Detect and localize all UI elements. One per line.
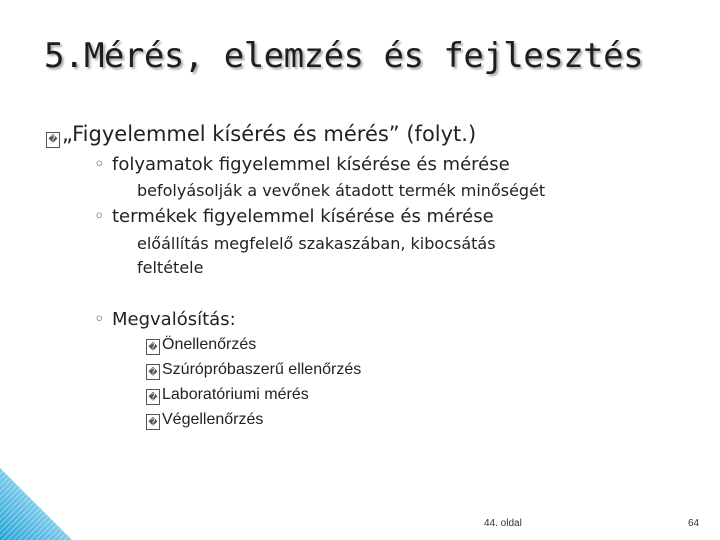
page-label: 44. oldal bbox=[484, 518, 522, 529]
list-item bbox=[94, 309, 236, 330]
list-item-continuation: előállítás megfelelő szakaszában, kibocsátás bbox=[137, 234, 496, 253]
level1-bullet-item bbox=[46, 122, 476, 148]
slide-number: 64 bbox=[688, 518, 700, 529]
list-item-continuation: befolyásolják a vevőnek átadott termék minőségét bbox=[137, 181, 546, 200]
missing-glyph-bullet-icon: � bbox=[46, 132, 60, 148]
list-item-text: folyamatok figyelemmel kísérése és mérése bbox=[112, 154, 510, 175]
circle-bullet-icon: ◦ bbox=[94, 154, 105, 175]
sublist-item bbox=[146, 411, 263, 430]
corner-decoration bbox=[0, 468, 72, 540]
slide-title: 5.Mérés, elemzés és fejlesztés bbox=[44, 36, 644, 76]
missing-glyph-bullet-icon: � bbox=[146, 339, 160, 355]
list-item-continuation: feltétele bbox=[137, 258, 204, 277]
missing-glyph-bullet-icon: � bbox=[146, 364, 160, 380]
missing-glyph-bullet-icon: � bbox=[146, 389, 160, 405]
sublist-item-text: Szúrópróbaszerű ellenőrzés bbox=[162, 361, 362, 378]
sublist-item-text: Önellenőrzés bbox=[162, 336, 257, 353]
list-item-text: termékek figyelemmel kísérése és mérése bbox=[112, 206, 494, 227]
level1-text: „Figyelemmel kísérés és mérés” (folyt.) bbox=[62, 122, 477, 146]
sublist-item-text: Végellenőrzés bbox=[162, 411, 264, 428]
sublist-item-text: Laboratóriumi mérés bbox=[162, 386, 309, 403]
sublist-item bbox=[146, 386, 309, 405]
missing-glyph-bullet-icon: � bbox=[146, 414, 160, 430]
sublist-item bbox=[146, 336, 256, 355]
list-item bbox=[94, 206, 494, 227]
sublist-item bbox=[146, 361, 361, 380]
list-item bbox=[94, 154, 510, 175]
circle-bullet-icon: ◦ bbox=[94, 309, 105, 330]
circle-bullet-icon: ◦ bbox=[94, 206, 105, 227]
list-item-text: Megvalósítás: bbox=[112, 309, 236, 330]
